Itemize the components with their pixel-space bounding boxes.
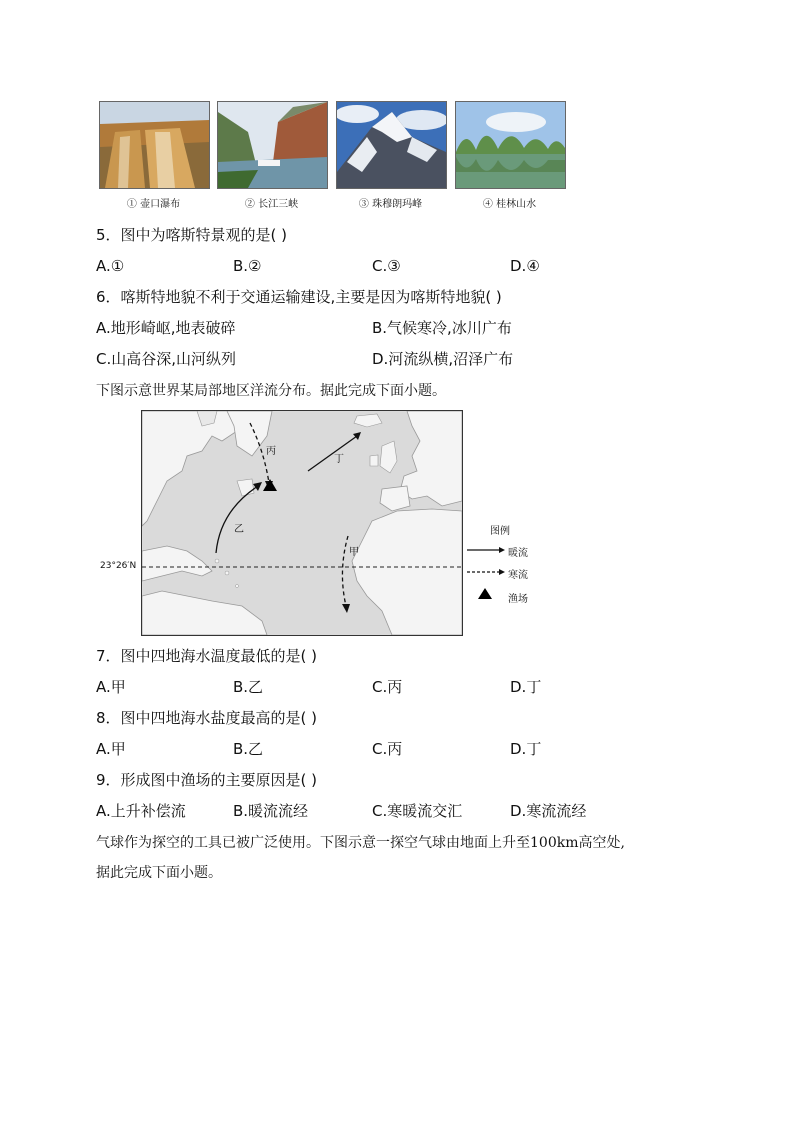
q8-option-c: C.丙 xyxy=(372,740,403,758)
q7-option-b: B.乙 xyxy=(233,678,264,696)
ocean-current-map xyxy=(141,410,463,636)
photo-hukou-waterfall xyxy=(99,101,210,189)
q5-option-c: C.③ xyxy=(372,257,401,275)
photo-everest xyxy=(336,101,447,189)
question-7: 7．图中四地海水温度最低的是( ) xyxy=(96,647,318,665)
q6-option-a: A.地形崎岖,地表破碎 xyxy=(96,319,236,337)
photo-caption: ② 长江三峡 xyxy=(244,199,299,210)
q7-option-a: A.甲 xyxy=(96,678,126,696)
q9-option-c: C.寒暖流交汇 xyxy=(372,802,463,820)
legend-fishery-label: 渔场 xyxy=(508,594,528,605)
q6-option-b: B.气候寒冷,冰川广布 xyxy=(372,319,512,337)
cold-current-arrow-icon xyxy=(466,567,506,577)
question-8: 8．图中四地海水盐度最高的是( ) xyxy=(96,709,318,727)
photo-guilin xyxy=(455,101,566,189)
intro-ocean-currents: 下图示意世界某局部地区洋流分布。据此完成下面小题。 xyxy=(96,383,446,399)
photo-caption: ④ 桂林山水 xyxy=(482,199,537,210)
legend-title: 图例 xyxy=(490,526,510,537)
q7-option-c: C.丙 xyxy=(372,678,403,696)
q9-option-a: A.上升补偿流 xyxy=(96,802,186,820)
warm-current-arrow-icon xyxy=(466,545,506,555)
q9-option-d: D.寒流流经 xyxy=(510,802,587,820)
photo-three-gorges xyxy=(217,101,328,189)
photo-caption: ③ 珠穆朗玛峰 xyxy=(358,199,423,210)
intro-balloon-line2: 据此完成下面小题。 xyxy=(96,865,222,881)
q9-option-b: B.暖流流经 xyxy=(233,802,309,820)
fishery-triangle-icon xyxy=(478,588,492,600)
q5-option-a: A.① xyxy=(96,257,125,275)
legend-cold-label: 寒流 xyxy=(508,570,528,581)
map-label-ding: 丁 xyxy=(334,454,344,465)
question-5: 5．图中为喀斯特景观的是( ) xyxy=(96,226,288,244)
question-6: 6．喀斯特地貌不利于交通运输建设,主要是因为喀斯特地貌( ) xyxy=(96,288,502,306)
intro-balloon-line1: 气球作为探空的工具已被广泛使用。下图示意一探空气球由地面上升至100km高空处, xyxy=(96,835,625,851)
map-label-yi: 乙 xyxy=(234,524,244,535)
legend-warm-label: 暖流 xyxy=(508,548,528,559)
q7-option-d: D.丁 xyxy=(510,678,542,696)
q5-option-d: D.④ xyxy=(510,257,540,275)
tropic-latitude-label: 23°26′N xyxy=(100,561,137,571)
q8-option-a: A.甲 xyxy=(96,740,126,758)
q6-option-c: C.山高谷深,山河纵列 xyxy=(96,350,237,368)
map-label-bing: 丙 xyxy=(266,446,276,457)
q6-option-d: D.河流纵横,沼泽广布 xyxy=(372,350,514,368)
q8-option-d: D.丁 xyxy=(510,740,542,758)
photo-caption: ① 壶口瀑布 xyxy=(126,199,181,210)
question-9: 9．形成图中渔场的主要原因是( ) xyxy=(96,771,318,789)
map-label-jia: 甲 xyxy=(349,547,359,558)
q8-option-b: B.乙 xyxy=(233,740,264,758)
q5-option-b: B.② xyxy=(233,257,262,275)
